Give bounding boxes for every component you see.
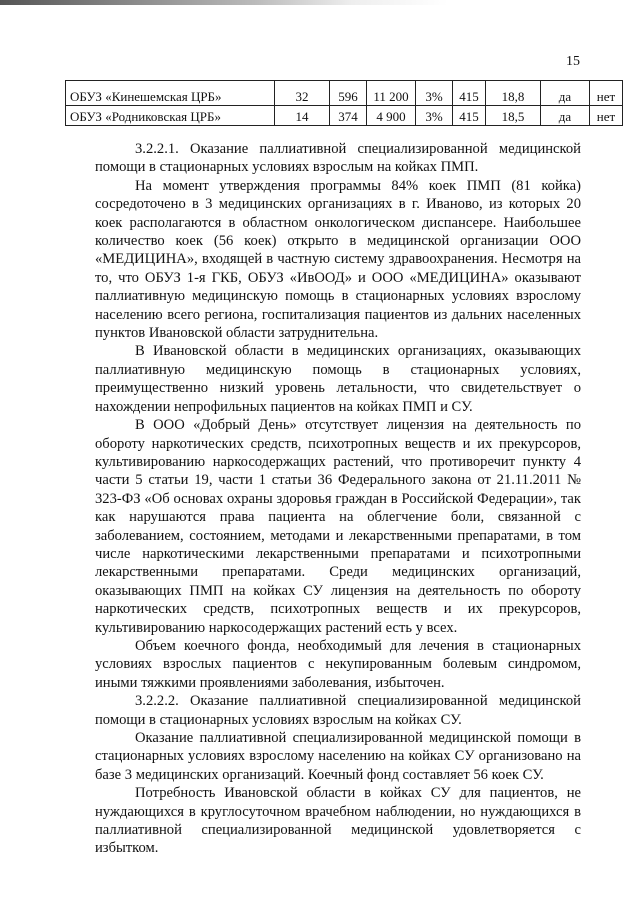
table-cell: 11 200: [367, 81, 416, 106]
paragraph: В Ивановской области в медицинских организациях, оказывающих паллиативную медицинскую помощь в стационарных условиях, преимущественно низкий уровень летальности, что свидетельствует о нахождении непрофильных пациентов на койках ПМП и СУ.: [95, 343, 581, 415]
table-cell-name: ОБУЗ «Кинешемская ЦРБ»: [66, 81, 275, 106]
table-cell: нет: [590, 81, 623, 106]
table-cell: 415: [453, 106, 486, 126]
table-cell: да: [541, 106, 590, 126]
table-cell: 32: [275, 81, 330, 106]
paragraph: Объем коечного фонда, необходимый для лечения в стационарных условиях взрослых пациентов с некупированным болевым синдромом, иными тяжкими проявлениями заболевания, избыточен.: [95, 637, 581, 691]
table-cell: 18,8: [486, 81, 541, 106]
table-cell: 415: [453, 81, 486, 106]
table-cell: 3%: [416, 81, 453, 106]
paragraph: Потребность Ивановской области в койках СУ для пациентов, не нуждающихся в круглосуточном врачебном наблюдении, но нуждающихся в паллиативной специализированной медицинской удовлетворяется с избытком.: [95, 785, 581, 857]
scan-edge: [0, 0, 640, 5]
page-number: 15: [566, 54, 580, 69]
section-heading-3-2-2-2: 3.2.2.2. Оказание паллиативной специализированной медицинской помощи в стационарных условиях взрослым на койках СУ.: [95, 693, 581, 728]
section-heading-3-2-2-1: 3.2.2.1. Оказание паллиативной специализированной медицинской помощи в стационарных условиях взрослым на койках ПМП.: [95, 141, 581, 176]
data-table: [65, 80, 623, 126]
table-row: [66, 106, 623, 126]
paragraph: На момент утверждения программы 84% коек ПМП (81 койка) сосредоточено в 3 медицинских организациях в г. Иваново, из которых 20 коек располагаются в областном онкологическом диспансере. Наибольшее количество коек (56 коек) открыто в медицинской организации ООО «МЕДИЦИНА», входящей в частную систему здравоохранения. Несмотря на то, что ОБУЗ 1-я ГКБ, ОБУЗ «ИвООД» и ООО «МЕДИЦИНА» оказывают паллиативную медицинскую помощь в стационарных условиях взрослому населению всего региона, госпитализация пациентов из дальних населенных пунктов Ивановской области затруднительна.: [95, 177, 581, 342]
paragraph: В ООО «Добрый День» отсутствует лицензия на деятельность по обороту наркотических средств, психотропных веществ и их прекурсоров, культивированию наркосодержащих растений, что противоречит пункту 4 части 5 статьи 19, части 1 статьи 36 Федерального закона от 21.11.2011 № 323-ФЗ «Об основах охраны здоровья граждан в Российской Федерации», так как нарушаются права пациента на облегчение боли, связанной с заболеванием, состоянием, методами и лекарственными препаратами, в том числе наркотическими лекарственными препаратами и психотропными лекарственными препаратами. Среди медицинских организаций, оказывающих ПМП на койках СУ лицензия на деятельность по обороту наркотических средств, психотропных веществ и их прекурсоров, культивированию наркосодержащих растений есть у всех.: [95, 417, 581, 636]
table-cell: да: [541, 81, 590, 106]
table-cell: 596: [330, 81, 367, 106]
body-text: [95, 140, 581, 858]
paragraph: Оказание паллиативной специализированной медицинской помощи в стационарных условиях взрослому населению на койках СУ организовано на базе 3 медицинских организаций. Коечный фонд составляет 56 коек СУ.: [95, 730, 581, 783]
table-cell: 14: [275, 106, 330, 126]
table-cell: 4 900: [367, 106, 416, 126]
table-cell: 374: [330, 106, 367, 126]
table-cell: 18,5: [486, 106, 541, 126]
table-cell: нет: [590, 106, 623, 126]
table-cell: 3%: [416, 106, 453, 126]
table-cell-name: ОБУЗ «Родниковская ЦРБ»: [66, 106, 275, 126]
table-row: [66, 81, 623, 106]
